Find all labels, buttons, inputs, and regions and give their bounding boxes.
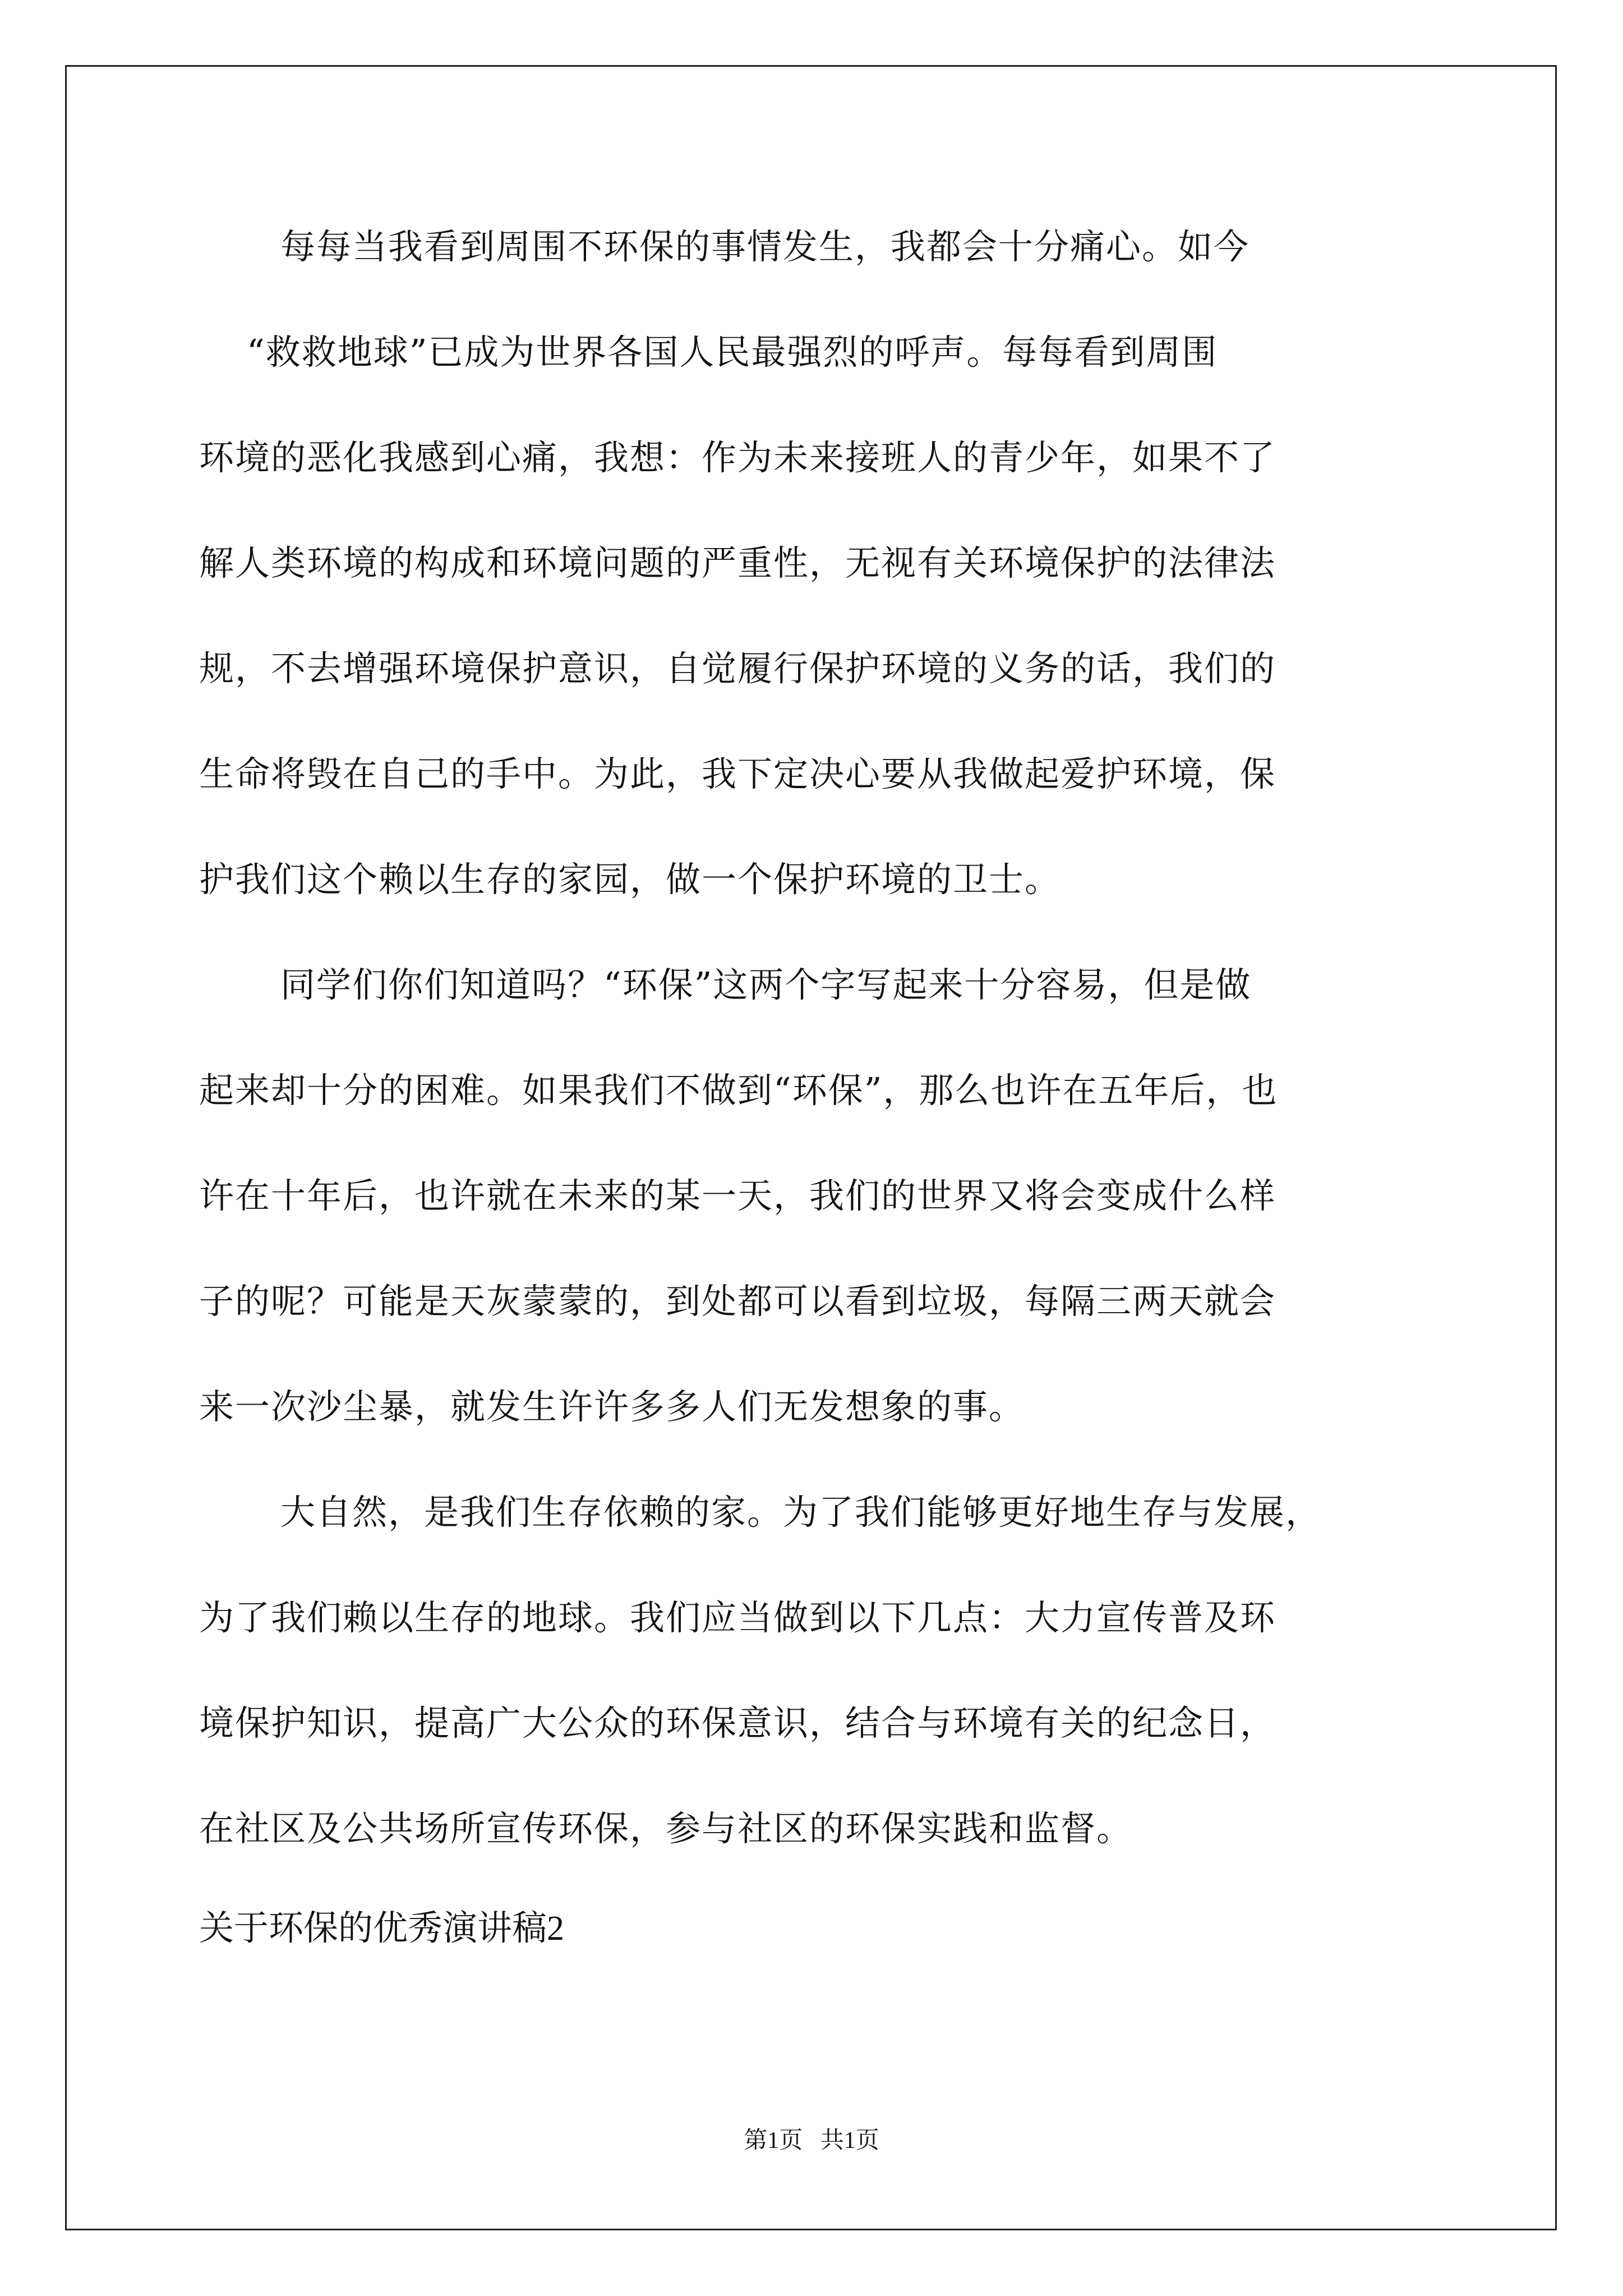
paragraph-1-line-6: 生命将毁在自己的手中。为此，我下定决心要从我做起爱护环境，保 bbox=[199, 753, 1276, 794]
paragraph-2-line-3: 许在十年后，也许就在未来的某一天，我们的世界又将会变成什么样 bbox=[199, 1175, 1276, 1216]
paragraph-1-line-7: 护我们这个赖以生存的家园，做一个保护环境的卫士。 bbox=[199, 859, 1061, 900]
paragraph-1-line-5: 规，不去增强环境保护意识，自觉履行保护环境的义务的话，我们的 bbox=[199, 648, 1276, 689]
paragraph-1-line-4: 解人类环境的构成和环境问题的严重性，无视有关环境保护的法律法 bbox=[199, 542, 1276, 583]
paragraph-1-line-2: “救救地球”已成为世界各国人民最强烈的呼声。每每看到周围 bbox=[247, 332, 1218, 372]
paragraph-1-line-3: 环境的恶化我感到心痛，我想：作为未来接班人的青少年，如果不了 bbox=[199, 437, 1276, 478]
paragraph-2-line-5: 来一次沙尘暴，就发生许许多多人们无发想象的事。 bbox=[199, 1386, 1025, 1427]
paragraph-2-line-2: 起来却十分的困难。如果我们不做到“环保”，那么也许在五年后，也 bbox=[199, 1070, 1278, 1111]
section-heading: 关于环保的优秀演讲稿2 bbox=[199, 1910, 565, 1948]
paragraph-3-line-4: 在社区及公共场所宣传环保，参与社区的环保实践和监督。 bbox=[199, 1808, 1133, 1849]
page-footer: 第1页 共1页 bbox=[744, 2128, 879, 2154]
paragraph-3-line-1: 大自然，是我们生存依赖的家。为了我们能够更好地生存与发展， bbox=[280, 1492, 1322, 1533]
paragraph-2-line-1: 同学们你们知道吗？“环保”这两个字写起来十分容易，但是做 bbox=[280, 964, 1252, 1005]
paragraph-2-line-4: 子的呢？可能是天灰蒙蒙的，到处都可以看到垃圾，每隔三两天就会 bbox=[199, 1281, 1276, 1322]
page-border bbox=[65, 65, 1557, 2230]
paragraph-3-line-3: 境保护知识，提高广大公众的环保意识，结合与环境有关的纪念日， bbox=[199, 1703, 1276, 1743]
paragraph-3-line-2: 为了我们赖以生存的地球。我们应当做到以下几点：大力宣传普及环 bbox=[199, 1597, 1276, 1638]
paragraph-1-line-1: 每每当我看到周围不环保的事情发生，我都会十分痛心。如今 bbox=[280, 226, 1250, 267]
